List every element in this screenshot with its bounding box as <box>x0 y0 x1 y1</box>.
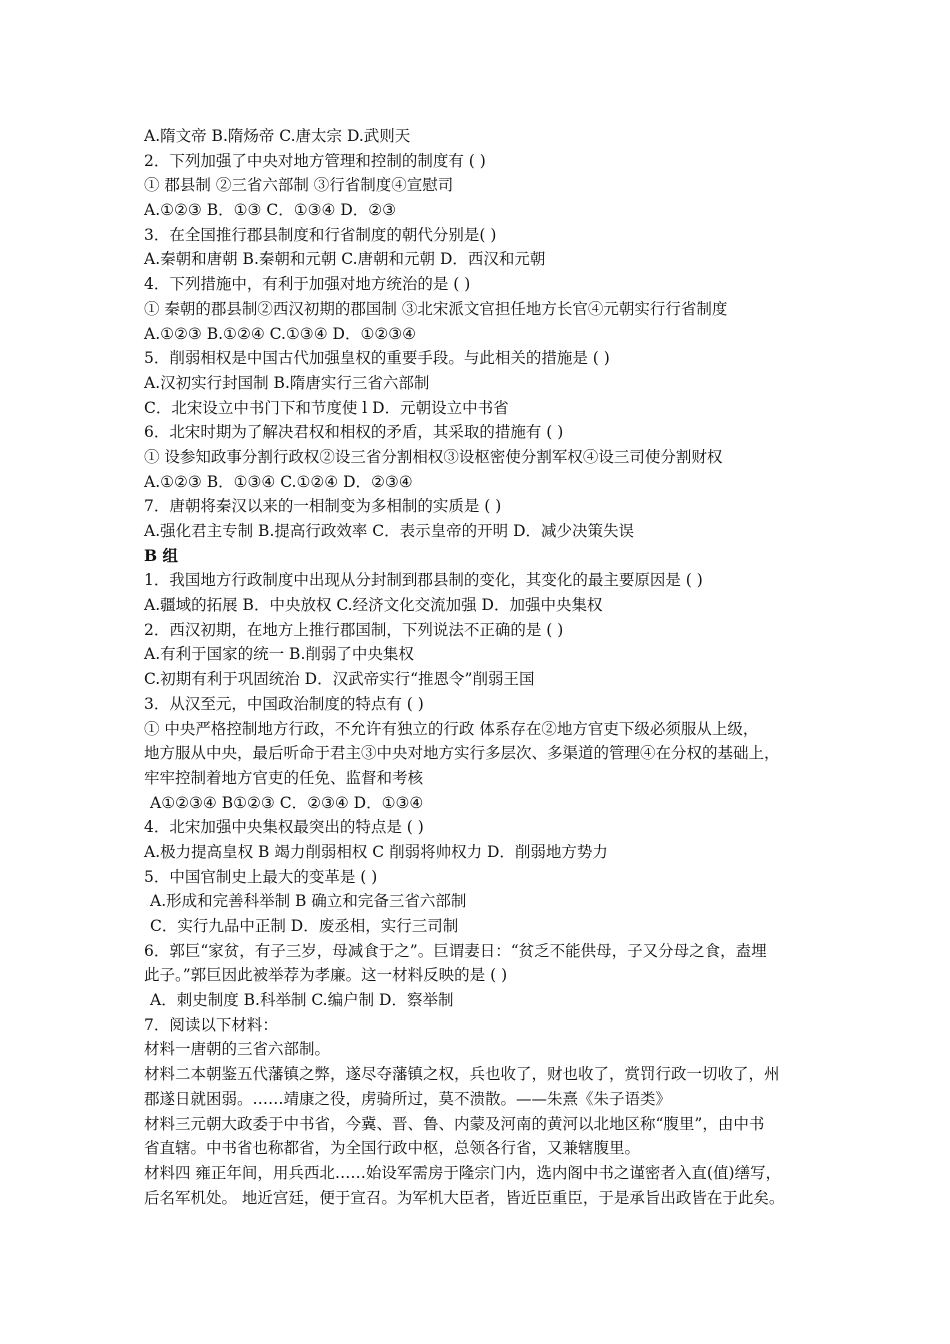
b2-options-1: A.有利于国家的统一 B.削弱了中央集权 <box>144 645 414 664</box>
material-4-line-2: 后名军机处。 地近宫廷，便于宣召。为军机大臣者，皆近臣重臣，于是承旨出政皆在于此矣。 <box>144 1188 785 1207</box>
question-a4: 4．下列措施中，有利于加强对地方统治的是 ( ) <box>144 275 471 294</box>
document-page <box>144 124 824 1210</box>
b3-options: A①②③④ B①②③ C．②③④ D．①③④ <box>150 793 424 812</box>
question-a7: 7．唐朝将秦汉以来的一相制变为多相制的实质是 ( ) <box>144 497 502 516</box>
b5-options-2: C．实行九品中正制 D．废丞相，实行三司制 <box>150 917 459 935</box>
q1-options: A.隋文帝 B.隋炀帝 C.唐太宗 D.武则天 <box>144 127 411 145</box>
question-a2: 2．下列加强了中央对地方管理和控制的制度有 ( ) <box>144 151 486 170</box>
question-a3: 3．在全国推行郡县制度和行省制度的朝代分别是( ) <box>144 225 497 244</box>
question-a5: 5．削弱相权是中国古代加强皇权的重要手段。与此相关的措施是 ( ) <box>144 349 610 368</box>
b1-options: A.疆域的拓展 B．中央放权 C.经济文化交流加强 D．加强中央集权 <box>144 596 603 615</box>
b3-items-3: 牢牢控制着地方官吏的任免、监督和考核 <box>144 768 424 787</box>
material-3-line-2: 省直辖。中书省也称都省，为全国行政中枢，总领各行省，又兼辖腹里。 <box>144 1139 641 1158</box>
b5-options-1: A.形成和完善科举制 B 确立和完备三省六部制 <box>150 892 467 911</box>
material-3-line-1: 材料三元朝大政委于中书省，今冀、晋、鲁、内蒙及河南的黄河以北地区称“腹里”，由中书 <box>144 1114 765 1133</box>
question-b6-2: 此子。”郭巨因此被举荐为孝廉。这一材料反映的是 ( ) <box>144 966 508 985</box>
question-b3: 3．从汉至元，中国政治制度的特点有 ( ) <box>144 694 424 713</box>
q6-options: A.①②③ B．①③④ C.①②④ D．②③④ <box>144 472 413 491</box>
q4-items: ① 秦朝的郡县制②西汉初期的郡国制 ③北宋派文官担任地方长官④元朝实行行省制度 <box>144 299 728 318</box>
b3-items-1: ① 中央严格控制地方行政，不允许有独立的行政 体系存在②地方官吏下级必须服从上级， <box>144 719 759 738</box>
question-b4: 4．北宋加强中央集权最突出的特点是 ( ) <box>144 818 424 837</box>
q2-options: A.①②③ B．①③ C．①③④ D．②③ <box>144 201 397 220</box>
question-b1: 1．我国地方行政制度中出现从分封制到郡县制的变化，其变化的最主要原因是 ( ) <box>144 571 703 590</box>
q3-options: A.秦朝和唐朝 B.秦朝和元朝 C.唐朝和元朝 D．西汉和元朝 <box>144 250 546 269</box>
material-4-line-1: 材料四 雍正年间，用兵西北……始设军需房于隆宗门内，选内阁中书之谨密者入直(值)缮写， <box>144 1163 782 1182</box>
question-b2: 2．西汉初期，在地方上推行郡国制，下列说法不正确的是 ( ) <box>144 620 564 639</box>
material-2-line-2: 郡遂日就困弱。……靖康之役，虏骑所过，莫不溃散。——朱熹《朱子语类》 <box>144 1089 672 1108</box>
section-heading-b: B 组 <box>144 545 178 565</box>
b2-options-2: C.初期有利于巩固统治 D．汉武帝实行“推恩令”削弱王国 <box>144 670 535 689</box>
b6-options: A．刺史制度 B.科举制 C.编户制 D．察举制 <box>150 991 454 1010</box>
q7-options: A.强化君主专制 B.提高行政效率 C．表示皇帝的开明 D．减少决策失误 <box>144 522 635 540</box>
question-b5: 5．中国官制史上最大的变革是 ( ) <box>144 867 378 886</box>
q6-items: ① 设参知政事分割行政权②设三省分割相权③设枢密使分割军权④设三司使分割财权 <box>144 447 723 466</box>
q5-options-1: A.汉初实行封国制 B.隋唐实行三省六部制 <box>144 373 430 392</box>
b3-items-2: 地方服从中央，最后听命于君主③中央对地方实行多层次、多渠道的管理④在分权的基础上， <box>144 744 780 763</box>
b4-options: A.极力提高皇权 B 竭力削弱相权 C 削弱将帅权力 D．削弱地方势力 <box>144 842 608 861</box>
q5-options-2: C．北宋设立中书门下和节度使 l D．元朝设立中书省 <box>144 398 509 417</box>
material-1: 材料一唐朝的三省六部制。 <box>144 1040 331 1059</box>
question-b6-1: 6．郭巨“家贫，有子三岁，母减食于之”。巨谓妻日：“贫乏不能供母，子又分母之食，盍埋 <box>144 941 767 960</box>
question-b7: 7．阅读以下材料： <box>144 1015 278 1034</box>
q4-options: A.①②③ B.①②④ C.①③④ D．①②③④ <box>144 324 417 343</box>
question-a6: 6．北宋时期为了解决君权和相权的矛盾，其采取的措施有 ( ) <box>144 423 564 442</box>
q2-items: ① 郡县制 ②三省六部制 ③行省制度④宣慰司 <box>144 176 454 195</box>
material-2-line-1: 材料二本朝鉴五代藩镇之弊，遂尽夺藩镇之权，兵也收了，财也收了，赏罚行政一切收了，州 <box>144 1065 780 1084</box>
